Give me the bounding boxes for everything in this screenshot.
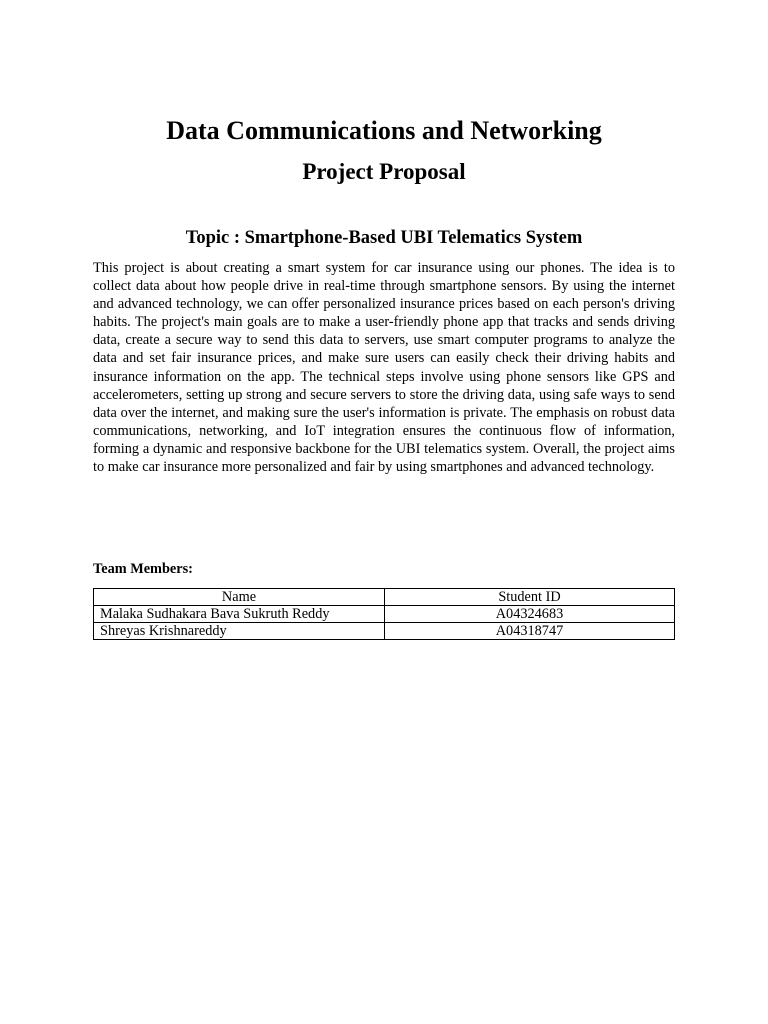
topic-heading: Topic : Smartphone-Based UBI Telematics System	[185, 228, 583, 248]
document-subtitle: Project Proposal	[302, 159, 466, 184]
table-header-row	[94, 589, 675, 606]
team-members-heading: Team Members:	[93, 561, 193, 577]
member-name: Shreyas Krishnareddy	[94, 623, 385, 640]
table-row	[94, 606, 675, 623]
document-title: Data Communications and Networking	[166, 116, 602, 145]
column-header-student-id: Student ID	[385, 589, 675, 606]
column-header-name: Name	[94, 589, 385, 606]
team-members-table	[93, 588, 675, 640]
proposal-body: This project is about creating a smart system for car insurance using our phones. The idea is to collect data about how people drive in real-time through smartphone sensors. By using the internet and advanced technology, we can offer personalized insurance prices based on each person's driving habits. The project's main goals are to make a user-friendly phone app that tracks and sends driving data, create a secure way to send this data to servers, use smart computer programs to analyze the data and set fair insurance prices, and make sure users can easily check their driving habits and insurance information on the app. The technical steps involve using phone sensors like GPS and accelerometers, setting up strong and secure servers to store the driving data, using safe ways to send data over the internet, and making sure the user's information is private. The emphasis on robust data communications, networking, and IoT integration ensures the continuous flow of information, forming a dynamic and responsive backbone for the UBI telematics system. Overall, the project aims to make car insurance more personalized and fair by using smartphones and advanced technology.	[93, 260, 675, 476]
member-student-id: A04324683	[385, 606, 675, 623]
member-name: Malaka Sudhakara Bava Sukruth Reddy	[94, 606, 385, 623]
table-row	[94, 623, 675, 640]
member-student-id: A04318747	[385, 623, 675, 640]
